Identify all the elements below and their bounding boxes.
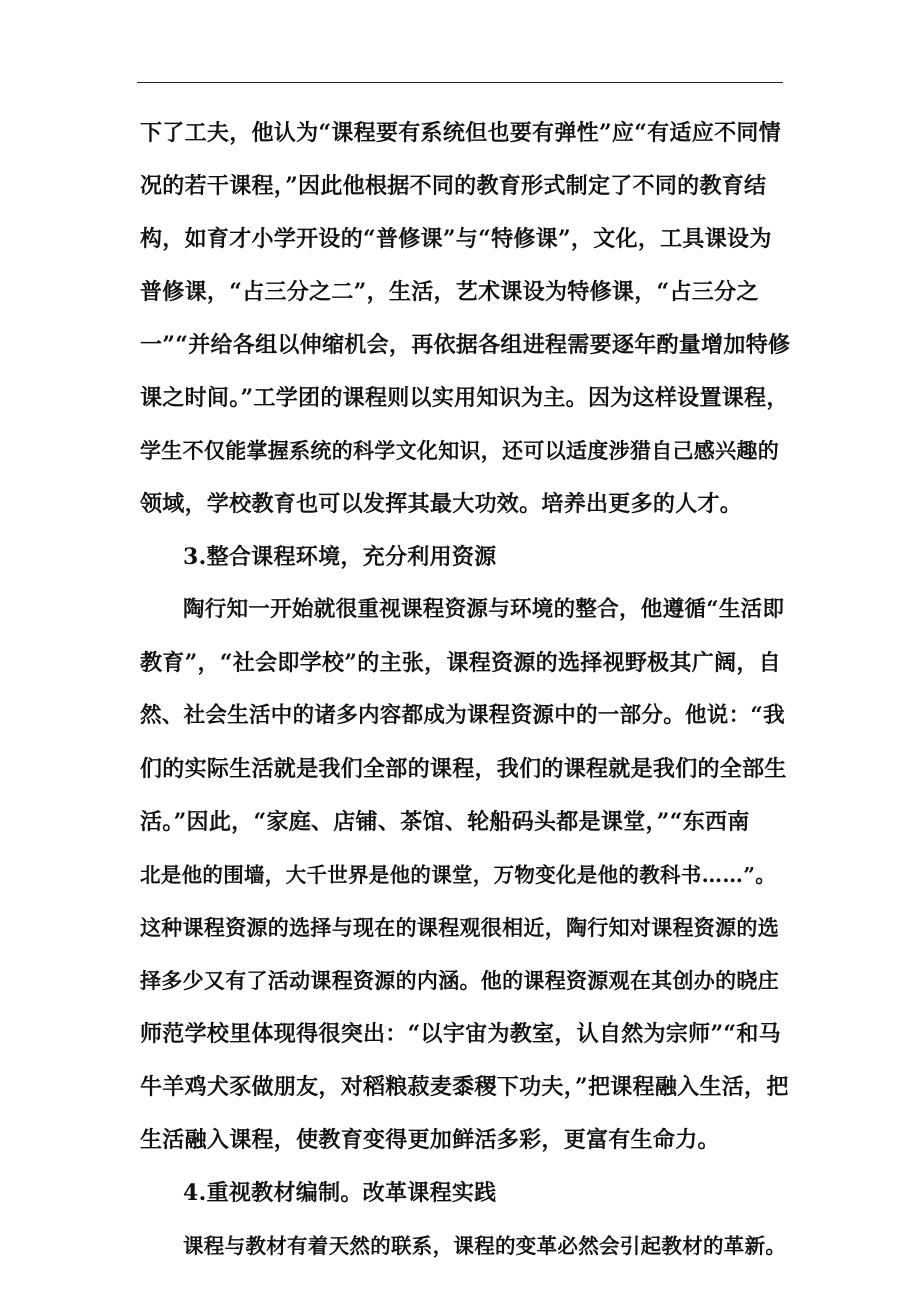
text-line: 陶行知一开始就很重视课程资源与环境的整合，他遵循“生活即 [183,597,785,622]
text-line: 北是他的围墙，大千世界是他的课堂，万物变化是他的教科书……”。 [140,863,777,887]
text-line: 然、社会生活中的诸多内容都成为课程资源中的一部分。他说：“我 [140,703,785,728]
header-rule [137,82,783,83]
text-line: 普修课，“占三分之二”，生活，艺术课设为特修课，“占三分之 [140,279,759,305]
text-line: 这种课程资源的选择与现在的课程观很相近，陶行知对课程资源的选 [140,915,779,940]
section-heading: 4.重视教材编制。改革课程实践 [183,1180,497,1206]
text-line: 活。”因此，“家庭、店铺、茶馆、轮船码头都是课堂，”“东西南 [140,809,750,835]
text-line: 教育”，“社会即学校”的主张，课程资源的选择视野极其广阔，自 [140,650,781,676]
text-line: 生活融入课程，使教育变得更加鲜活多彩，更富有生命力。 [140,1127,720,1153]
text-line: 课之时间。”工学团的课程则以实用知识为主。因为这样设置课程， [140,385,789,411]
text-line: 况的若干课程，”因此他根据不同的教育形式制定了不同的教育结 [140,173,767,199]
text-line: 课程与教材有着天然的联系，课程的变革必然会引起教材的革新。 [183,1234,787,1258]
text-line: 师范学校里体现得很突出：“以宇宙为教室，认自然为宗师”“和马 [140,1021,781,1047]
section-heading: 3.整合课程环境，充分利用资源 [183,544,497,570]
text-line: 们的实际生活就是我们全部的课程，我们的课程就是我们的全部生 [140,756,787,782]
text-line: 学生不仅能掌握系统的科学文化知识，还可以适度涉猎自己感兴趣的 [140,438,779,463]
text-line: 牛羊鸡犬豕做朋友，对稻粮菽麦黍稷下功夫，”把课程融入生活，把 [140,1074,789,1100]
text-line: 择多少又有了活动课程资源的内涵。他的课程资源观在其创办的晓庄 [140,968,779,993]
text-line: 一”“并给各组以伸缩机会，再依据各组进程需要逐年酌量增加特修 [140,332,791,358]
text-line: 下了工夫，他认为“课程要有系统但也要有弹性”应“有适应不同情 [140,120,781,146]
text-line: 领域，学校教育也可以发挥其最大功效。培养出更多的人才。 [140,491,743,517]
text-line: 构，如育才小学开设的“普修课”与“特修课”，文化，工具课设为 [140,226,772,252]
